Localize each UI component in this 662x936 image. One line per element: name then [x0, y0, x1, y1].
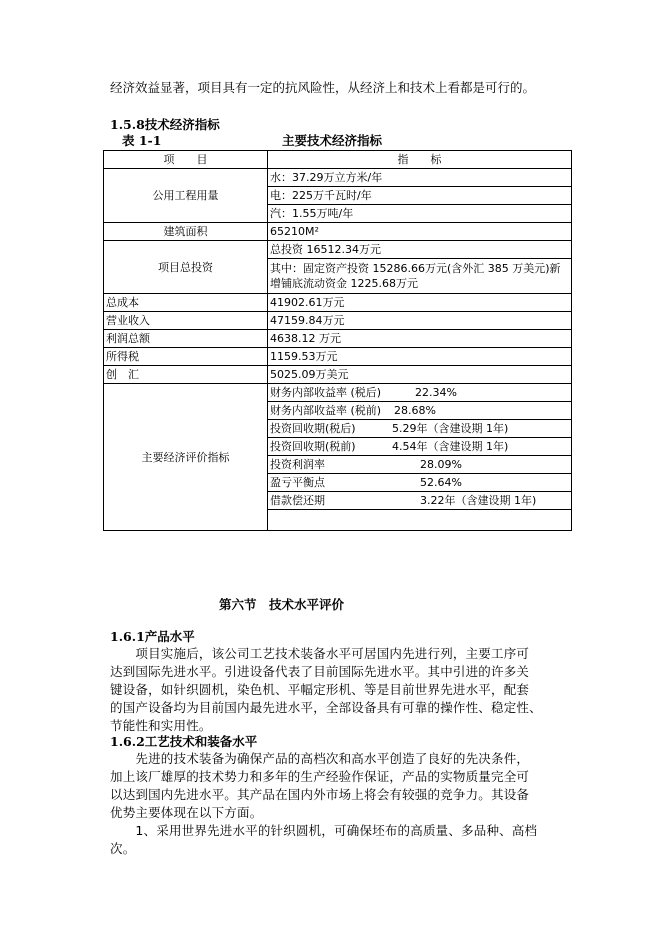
table-row — [104, 348, 572, 366]
eval-item — [268, 420, 572, 438]
row-label: 利润总额 — [104, 330, 268, 348]
text-line: 键设备，如针织圆机，染色机、平幅定形机、等是目前世界先进水平，配套 — [110, 682, 530, 697]
text-line: 加上该厂雄厚的技术势力和多年的生产经验作保证，产品的实物质量完全可 — [110, 769, 530, 784]
utilities-label: 公用工程用量 — [104, 169, 268, 223]
section-1-6-1-heading: 1.6.1产品水平 — [110, 629, 195, 644]
eval-item-value: 22.34% — [415, 386, 457, 399]
eval-item-value: 4.54年（含建设期 1年) — [392, 440, 509, 453]
table-row — [104, 223, 572, 241]
section-1-6-2-heading: 1.6.2工艺技术和装备水平 — [110, 734, 258, 749]
utilities-water: 水：37.29万立方米/年 — [268, 169, 572, 187]
table-label: 表 1-1 — [122, 133, 162, 148]
row-label: 所得税 — [104, 348, 268, 366]
eval-item — [268, 438, 572, 456]
eval-item-value: 52.64% — [420, 476, 462, 489]
text-line: 先进的技术装备为确保产品的高档次和高水平创造了良好的先决条件， — [110, 751, 530, 766]
row-label: 总成本 — [104, 294, 268, 312]
section-6-title: 第六节 技术水平评价 — [219, 597, 345, 612]
row-value: 4638.12 万元 — [268, 330, 572, 348]
utilities-steam: 汽：1.55万吨/年 — [268, 205, 572, 223]
text-line: 优势主要体现在以下方面。 — [110, 805, 263, 820]
table-row — [104, 366, 572, 384]
eval-item — [268, 492, 572, 510]
eval-item — [268, 474, 572, 492]
eval-item — [268, 384, 572, 402]
table-row — [104, 312, 572, 330]
eval-item-name: 投资回收期(税前) — [270, 440, 356, 453]
eval-item-value: 28.68% — [394, 404, 436, 417]
eval-item-name: 盈亏平衡点 — [270, 476, 325, 489]
eval-item-value: 5.29年（含建设期 1年) — [392, 422, 509, 435]
table-row — [104, 241, 572, 259]
section-1-6-2-body — [110, 750, 550, 858]
eval-item — [268, 402, 572, 420]
eval-item-value: 3.22年（含建设期 1年) — [420, 494, 537, 507]
row-value: 47159.84万元 — [268, 312, 572, 330]
text-line: 的国产设备均为目前国内最先进水平，全部设备具有可靠的操作性、稳定性、 — [110, 700, 542, 715]
investment-label: 项目总投资 — [104, 241, 268, 294]
eval-item-name: 财务内部收益率 (税后) — [270, 386, 382, 399]
row-value: 1159.53万元 — [268, 348, 572, 366]
table-row — [104, 384, 572, 402]
investment-detail: 其中：固定资产投资 15286.66万元(含外汇 385 万美元)新增铺底流动资金 1225.68万元 — [268, 259, 572, 294]
utilities-power: 电：225万千瓦时/年 — [268, 187, 572, 205]
table-header-row — [104, 151, 572, 169]
section-1-5-8-heading: 1.5.8技术经济指标 — [110, 117, 220, 132]
row-value: 5025.09万美元 — [268, 366, 572, 384]
table-row — [104, 330, 572, 348]
row-label: 创 汇 — [104, 366, 268, 384]
text-line: 次。 — [110, 841, 136, 856]
evaluation-label: 主要经济评价指标 — [104, 384, 268, 531]
text-line: 1、采用世界先进水平的针织圆机，可确保坯布的高质量、多品种、高档 — [110, 823, 538, 838]
building-label: 建筑面积 — [104, 223, 268, 241]
eval-item-name: 借款偿还期 — [270, 494, 325, 507]
row-value: 41902.61万元 — [268, 294, 572, 312]
blank-cell — [268, 510, 572, 531]
header-item: 项 目 — [104, 151, 268, 169]
table-row — [104, 169, 572, 187]
table-row — [104, 294, 572, 312]
eval-item — [268, 456, 572, 474]
text-line: 达到国际先进水平。引进设备代表了目前国际先进水平。其中引进的许多关 — [110, 664, 530, 679]
row-label: 营业收入 — [104, 312, 268, 330]
eval-item-name: 投资回收期(税后) — [270, 422, 356, 435]
tech-econ-table — [103, 150, 572, 531]
table-title: 主要技术经济指标 — [282, 133, 383, 148]
intro-paragraph: 经济效益显著，项目具有一定的抗风险性，从经济上和技术上看都是可行的。 — [110, 80, 536, 95]
investment-total: 总投资 16512.34万元 — [268, 241, 572, 259]
text-line: 项目实施后，该公司工艺技术装备水平可居国内先进行列，主要工序可 — [110, 646, 530, 661]
eval-item-name: 投资利润率 — [270, 458, 325, 471]
text-line: 节能性和实用性。 — [110, 718, 212, 733]
building-value: 65210M² — [268, 223, 572, 241]
header-indicator: 指 标 — [268, 151, 572, 169]
eval-item-name: 财务内部收益率 (税前) — [270, 404, 382, 417]
eval-item-value: 28.09% — [420, 458, 462, 471]
section-1-6-1-body — [110, 645, 550, 735]
text-line: 以达到国内先进水平。其产品在国内外市场上将会有较强的竞争力。其设备 — [110, 787, 530, 802]
